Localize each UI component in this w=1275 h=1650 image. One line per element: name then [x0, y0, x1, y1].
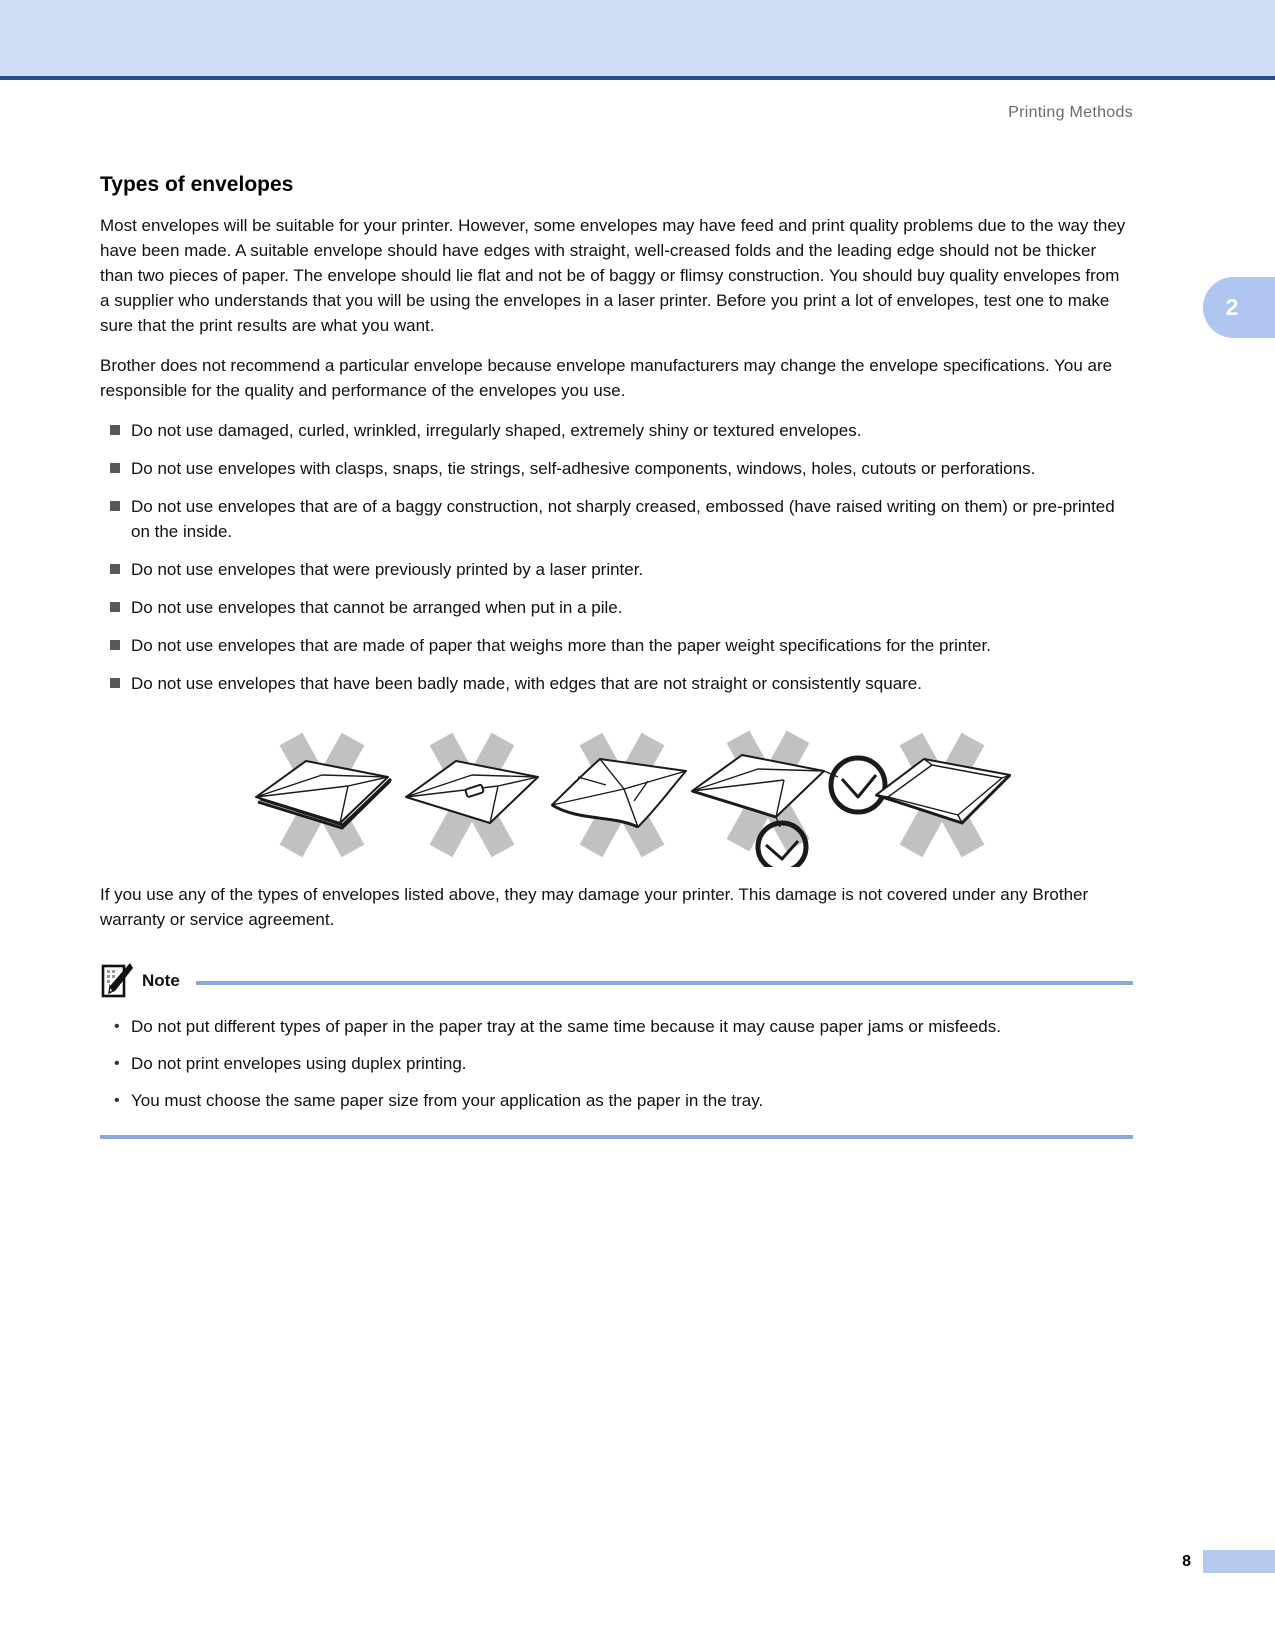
note-item — [100, 1088, 1133, 1113]
dot-bullet-icon: • — [114, 1055, 120, 1072]
paragraph-disclaimer: Brother does not recommend a particular envelope because envelope manufacturers may change the envelope specifications. You are responsible for the quality and performance of the envelopes you use. — [100, 356, 1113, 400]
paragraph-intro: Most envelopes will be suitable for your printer. However, some envelopes may have feed and print quality problems due to the way they have been made. A suitable envelope should have edges with straight, well-creased folds and the leading edge should not be thicker than two pieces of paper. The envelope should lie flat and not be of baggy or flimsy construction. You should buy quality envelopes from a supplier who understands that you will be using the envelopes in a laser printer. Before you print a lot of envelopes, test one to make sure that the print results are what you want. — [100, 216, 1126, 335]
note-text: You must choose the same paper size from your application as the paper in the tray. — [131, 1091, 764, 1110]
bullet-item — [100, 494, 1133, 544]
square-bullet-icon — [110, 501, 120, 511]
bullet-text: Do not use envelopes that are of a baggy construction, not sharply creased, embossed (have raised writing on them) or pre-printed on the inside. — [131, 497, 1115, 541]
bullet-item — [100, 595, 1133, 620]
square-bullet-icon — [110, 463, 120, 473]
page-content — [100, 172, 1133, 1139]
bullet-item — [100, 456, 1133, 481]
note-item — [100, 1051, 1133, 1076]
paragraph-damage-warning: If you use any of the types of envelopes listed above, they may damage your printer. This damage is not covered under any Brother warranty or service agreement. — [100, 885, 1089, 929]
dot-bullet-icon: • — [114, 1092, 120, 1109]
note-icon — [100, 960, 134, 1000]
envelope-wrinkled-icon — [552, 733, 686, 858]
bullet-text: Do not use envelopes that have been badly made, with edges that are not straight or consistently square. — [131, 674, 922, 693]
note-header — [100, 960, 1133, 1000]
envelope-thick-icon — [256, 733, 391, 858]
note-top-rule — [196, 981, 1133, 985]
note-section — [100, 960, 1133, 1139]
footer-bar — [1203, 1550, 1275, 1573]
envelope-clasp-icon — [406, 733, 538, 858]
bullet-item — [100, 557, 1133, 582]
envelope-badly-made-icon — [876, 733, 1010, 858]
bullet-text: Do not use envelopes with clasps, snaps, tie strings, self-adhesive components, windows, holes, cutouts or perforations. — [131, 459, 1036, 478]
envelope-flap-detail-icon — [692, 730, 885, 867]
bullet-list — [100, 418, 1133, 696]
page-number: 8 — [1182, 1552, 1191, 1570]
dot-bullet-icon: • — [114, 1018, 120, 1035]
bad-envelopes-illustration — [238, 727, 1018, 867]
bullet-item — [100, 671, 1133, 696]
note-bottom-rule — [100, 1135, 1133, 1139]
bullet-item — [100, 633, 1133, 658]
square-bullet-icon — [110, 640, 120, 650]
bullet-text: Do not use envelopes that cannot be arranged when put in a pile. — [131, 598, 623, 617]
note-text: Do not print envelopes using duplex printing. — [131, 1054, 467, 1073]
note-label: Note — [142, 970, 180, 990]
running-title: Printing Methods — [1008, 104, 1133, 121]
chapter-number: 2 — [1225, 294, 1239, 320]
note-item — [100, 1014, 1133, 1039]
section-title: Types of envelopes — [100, 173, 294, 196]
square-bullet-icon — [110, 564, 120, 574]
chapter-tab — [1203, 277, 1275, 338]
bullet-text: Do not use envelopes that were previously printed by a laser printer. — [131, 560, 644, 579]
note-text: Do not put different types of paper in the paper tray at the same time because it may cause paper jams or misfeeds. — [131, 1017, 1001, 1036]
header-band — [0, 0, 1275, 80]
bullet-item — [100, 418, 1133, 443]
bullet-text: Do not use envelopes that are made of paper that weighs more than the paper weight specifications for the printer. — [131, 636, 991, 655]
square-bullet-icon — [110, 602, 120, 612]
bullet-text: Do not use damaged, curled, wrinkled, irregularly shaped, extremely shiny or textured envelopes. — [131, 421, 862, 440]
page-footer — [1182, 1550, 1275, 1573]
square-bullet-icon — [110, 678, 120, 688]
square-bullet-icon — [110, 425, 120, 435]
